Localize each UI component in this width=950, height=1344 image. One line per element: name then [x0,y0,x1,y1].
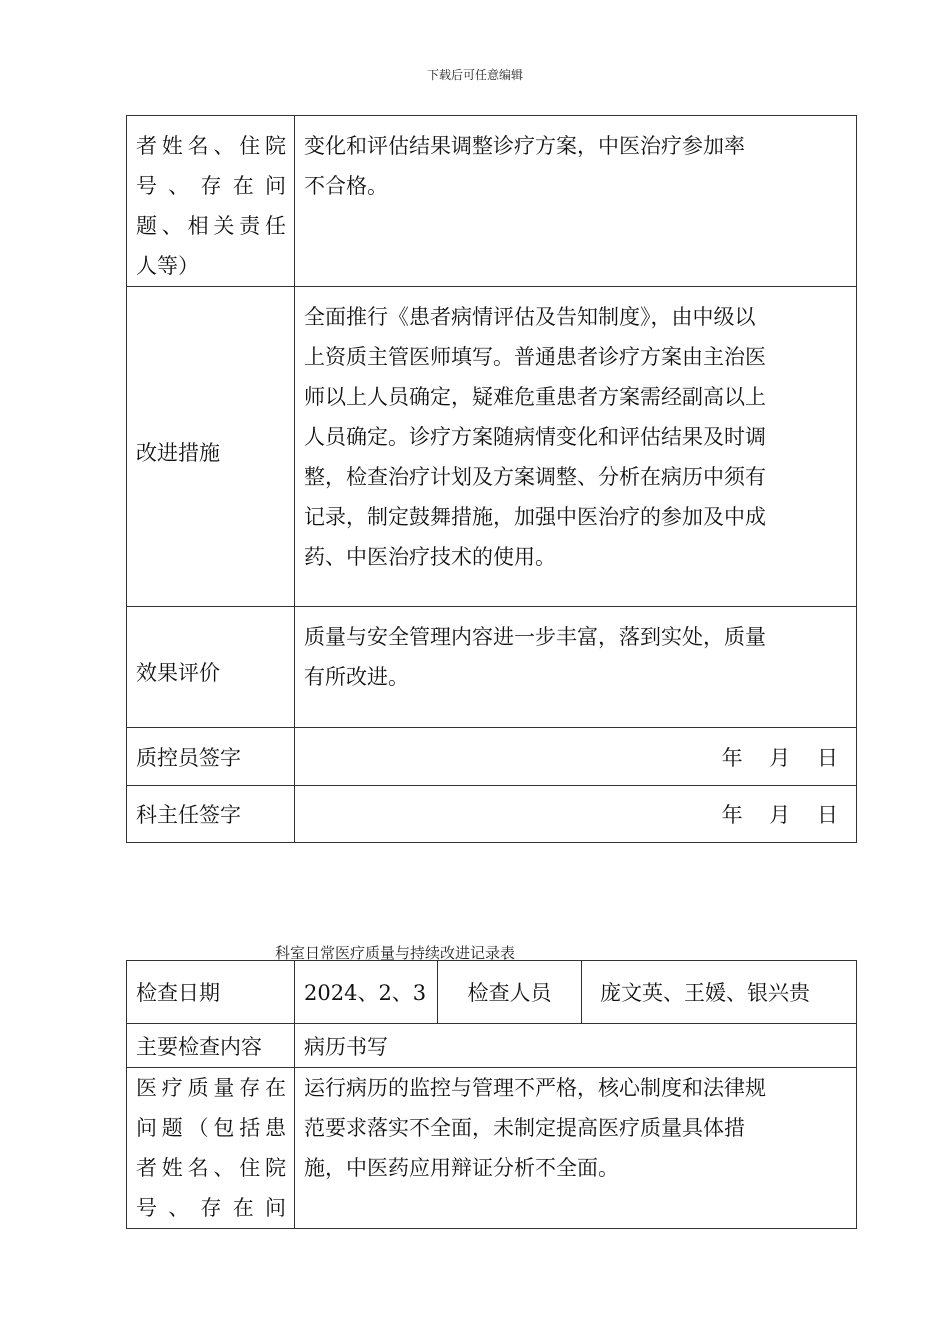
issue-label-line: 号 、 存 在 问 [136,1196,286,1220]
qc-sign-date: 年 月 日 [295,728,857,786]
table-row-content [127,1024,857,1068]
table2-caption: 科室日常医疗质量与持续改进记录表 [275,944,516,962]
issue-label-line: 者姓名、住院 [136,1156,286,1180]
qc-sign-label: 质控员签字 [136,745,241,770]
qc-sign-label-cell [127,728,295,786]
inspector-label-cell [438,961,582,1024]
measures-line: 全面推行《患者病情评估及告知制度》，由中级以 [304,305,756,329]
director-sign-label-cell [127,786,295,843]
effect-line: 有所改进。 [304,665,409,689]
measures-label: 改进措施 [136,440,220,465]
measures-content-cell [295,287,857,607]
quality-record-table [126,960,857,1229]
problem-content-line: 变化和评估结果调整诊疗方案，中医治疗参加率 [304,134,745,158]
effect-line: 质量与安全管理内容进一步丰富，落到实处，质量 [304,625,766,649]
issue-label-line: 医疗质量存在 [136,1076,286,1100]
date-label-cell [127,961,295,1024]
table-row-problem [127,116,857,287]
problem-label-line: 号 、 存 在 问 [136,174,286,198]
problem-label-line: 人等） [136,254,199,278]
date-value: 2024、2、3 [304,981,427,1005]
problem-content-cell [295,116,857,287]
effect-content-cell [295,607,857,728]
issue-content-cell [295,1068,857,1229]
page-header-note: 下载后可任意编辑 [426,68,523,82]
measures-line: 上资质主管医师填写。普通患者诊疗方案由主治医 [304,345,766,369]
measures-line: 记录，制定鼓舞措施，加强中医治疗的参加及中成 [304,505,766,529]
measures-line: 人员确定。诊疗方案随病情变化和评估结果及时调 [304,425,766,449]
date-value-cell [295,961,438,1024]
measures-label-cell [127,287,295,607]
content-value-cell [295,1024,857,1068]
date-label: 检查日期 [136,981,220,1005]
quality-record-table-continued [126,115,857,843]
content-label: 主要检查内容 [136,1034,262,1059]
measures-line: 师以上人员确定，疑难危重患者方案需经副高以上 [304,385,766,409]
issue-content-line: 施，中医药应用辩证分析不全面。 [304,1156,619,1180]
measures-line: 整，检查治疗计划及方案调整、分析在病历中须有 [304,465,766,489]
director-sign-label: 科主任签字 [136,803,241,827]
problem-label-line: 题、相关责任 [136,214,286,238]
table-row-effect [127,607,857,728]
issue-content-line: 运行病历的监控与管理不严格，核心制度和法律规 [304,1076,766,1100]
table-row-date [127,961,857,1024]
issue-content-line: 范要求落实不全面，未制定提高医疗质量具体措 [304,1116,745,1140]
content-value: 病历书写 [304,1034,388,1059]
effect-label: 效果评价 [136,661,220,685]
inspectors-cell [582,961,857,1024]
problem-label-line: 者姓名、住院 [136,134,286,158]
inspectors-value: 庞文英、王媛、银兴贵 [600,981,810,1005]
table-row-qc-sign [127,728,857,786]
inspector-label: 检查人员 [467,981,552,1005]
table-row-issue [127,1068,857,1229]
issue-label-cell [127,1068,295,1229]
effect-label-cell [127,607,295,728]
problem-label-cell [127,116,295,287]
issue-label-line: 问题（包括患 [136,1116,286,1140]
problem-content-line: 不合格。 [304,174,388,198]
table-row-director-sign [127,786,857,843]
director-sign-date: 年 月 日 [295,786,857,843]
table-row-measures [127,287,857,607]
measures-line: 药、中医治疗技术的使用。 [304,545,556,569]
content-label-cell [127,1024,295,1068]
